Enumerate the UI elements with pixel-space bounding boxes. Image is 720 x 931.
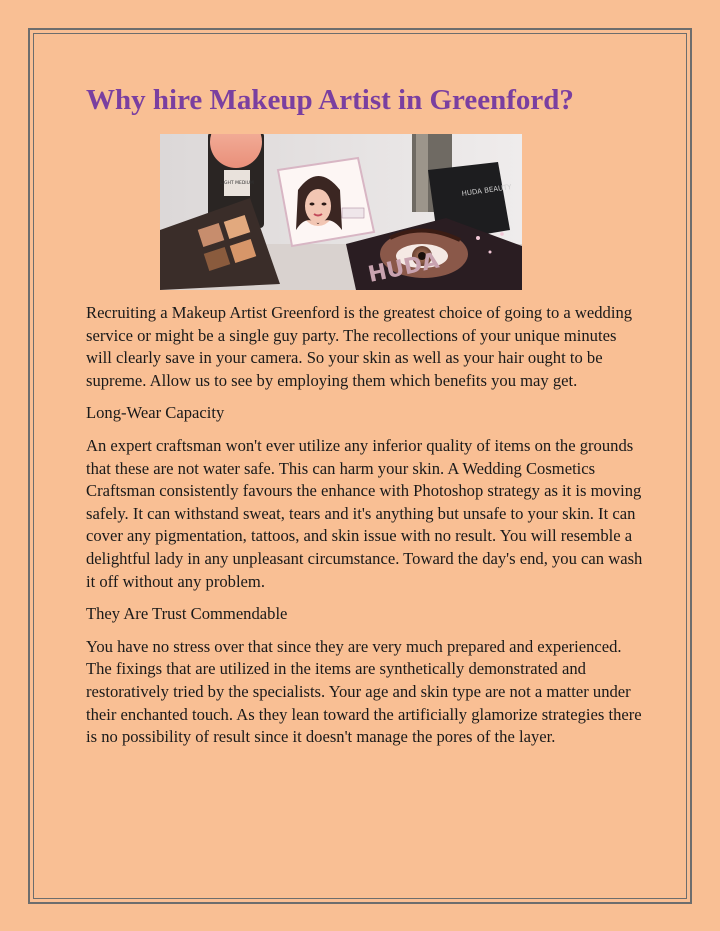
long-wear-paragraph: An expert craftsman won't ever utilize any inferior quality of items on the grounds that these are not water safe. This can harm your skin. A Wedding Cosmetics Craftsman consistently favours the enhance with Photoshop strategy as it is moving safely. It can withstand sweat, tears and it's anything but unsafe to your skin. It can cover any pigmentation, tattoos, and skin issue with no result. You will resemble a delightful lady in any unpleasant circumstance. Toward the day's end, you can wash it off without any problem. xyxy=(86,435,643,591)
brand-text-palette: HUDA xyxy=(366,248,442,288)
brand-text-box: HUDA BEAUTY xyxy=(461,183,513,198)
page-title: Why hire Makeup Artist in Greenford? xyxy=(86,84,574,116)
section-heading-trust: They Are Trust Commendable xyxy=(86,604,288,624)
makeup-products-illustration xyxy=(160,134,522,290)
trust-paragraph: You have no stress over that since they are very much prepared and experienced. The fixings that are utilized in the items are synthetically demonstrated and restoratively tried by the specialists. Your age and skin type are not a matter under their enchanted touch. As they lean toward the artificially glamorize strategies there is no possibility of result since it doesn't manage the pores of the layer. xyxy=(86,636,642,747)
intro-paragraph: Recruiting a Makeup Artist Greenford is the greatest choice of going to a wedding service or might be a single guy party. The recollections of your unique minutes will clearly save in your camera. So your skin as well as your hair ought to be supreme. Allow us to see by employing them which benefits you may get. xyxy=(86,303,633,390)
bottle-label: LIGHT MEDIUM xyxy=(220,181,254,186)
article-body xyxy=(86,302,646,759)
hero-image xyxy=(160,134,522,290)
section-heading-long-wear: Long-Wear Capacity xyxy=(86,403,225,423)
